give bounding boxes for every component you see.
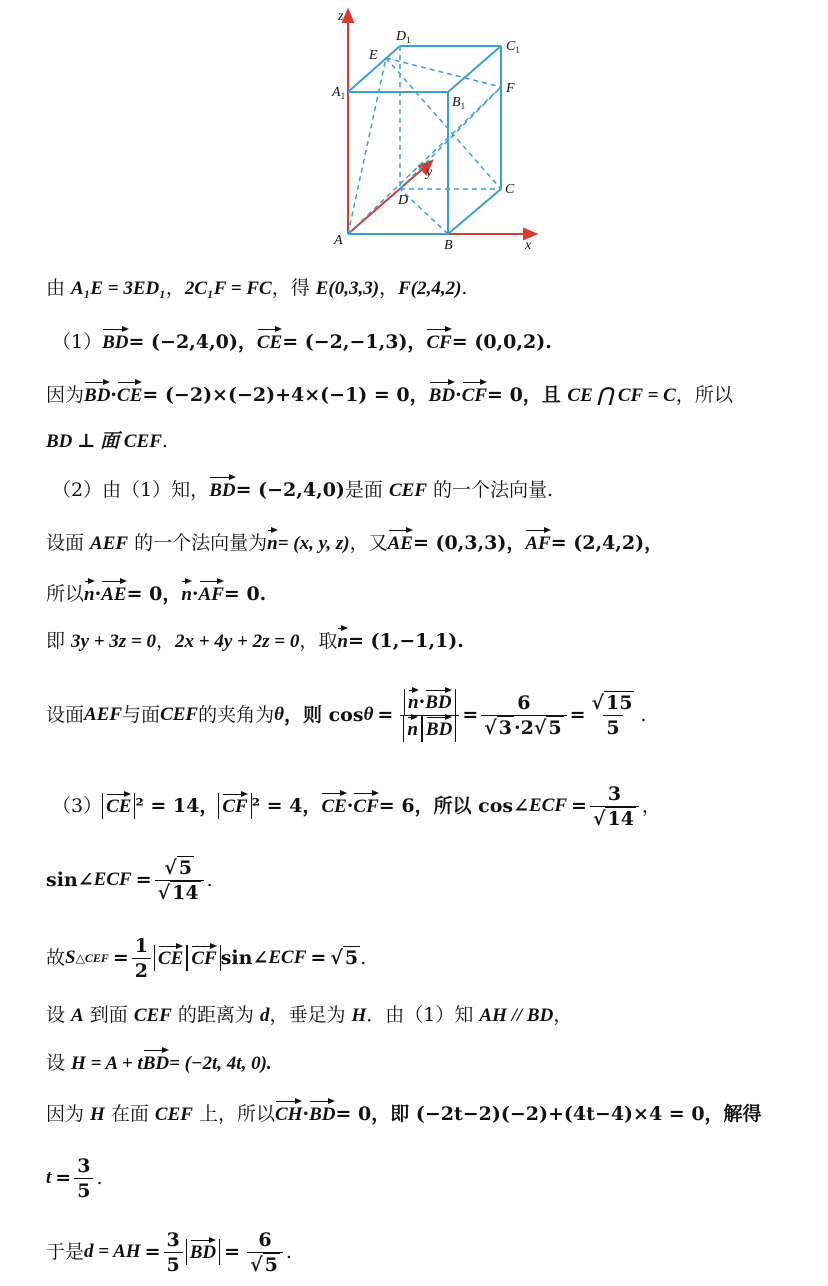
- vector-CF: CF: [426, 328, 451, 356]
- line-11: sin∠ ECF = $\frac{√ 5}{√ 14}$ .: [46, 856, 213, 904]
- line-9: 设面 AEF 与面 CEF 的夹角为 θ ，则 cos θ = $\frac{n\cdot BD}{\text{n BD}}$ = $\frac{6}{√ 3 \cdot 2√ 5}$ = $\frac{√ 15}{5}$ .: [46, 690, 647, 740]
- line-7: 所以n·AE= 0，n·AF= 0.: [46, 580, 828, 608]
- cos-fraction-3: $\frac{√ 15}{5}$: [591, 691, 633, 739]
- label-y: y: [426, 165, 433, 180]
- vector-CE: CE: [257, 328, 282, 356]
- line-16: t = $\frac{3}{5}$ .: [46, 1154, 103, 1202]
- cos-fraction-1: $\frac{n\cdot BD}{\text{n BD}}$: [400, 689, 459, 742]
- line-10: （3） CE ² = 14， CF ² = 4， CE · CF = 6，所以 cos∠ ECF = $\frac{3}{√ 14}$ ，: [52, 782, 661, 830]
- label-D1: $D_1$: [396, 29, 411, 45]
- label-F: F: [506, 81, 515, 96]
- label-C: C: [505, 182, 515, 197]
- line-17: 于是 d = AH = $\frac{3}{5}$ BD = $\frac{6}{√ 5}$ .: [46, 1228, 292, 1276]
- label-B: B: [444, 238, 453, 253]
- label-D: D: [398, 193, 409, 208]
- line-4: BD ⊥ 面 CEF.: [46, 430, 168, 452]
- y-axis: [348, 166, 426, 234]
- label-E: E: [369, 48, 378, 63]
- cuboid-figure: [320, 4, 550, 254]
- label-A: A: [334, 233, 343, 248]
- label-C1: $C_1$: [506, 39, 520, 55]
- line-6: 设面 AEF 的一个法向量为n= (x, y, z)，又AE= (0,3,3)，AF= (2,4,2)，: [46, 529, 828, 557]
- line-1: 由 A₁E = 3ED₁，2C₁F = FC，得 E(0,3,3)，F(2,4,2).: [46, 277, 468, 299]
- line-2: （1）BD= (−2,4,0)，CE= (−2,−1,3)，CF= (0,0,2).: [52, 328, 828, 356]
- label-A1: $A_1$: [332, 85, 346, 101]
- line-14: 设 H = A + tBD= (−2t, 4t, 0).: [46, 1049, 828, 1077]
- line-3: 因为BD·CE= (−2)×(−2)+4×(−1) = 0，BD·CF= 0，且 CE ⋂ CF = C，所以: [46, 381, 828, 409]
- line-5: （2）由（1）知，BD= (−2,4,0)是面 CEF 的一个法向量.: [52, 476, 828, 504]
- cube-edges: [348, 46, 501, 234]
- cos-fraction-2: $\frac{6}{√ 3 \cdot 2√ 5}$: [481, 691, 566, 740]
- z-arrow-icon: [343, 10, 353, 22]
- line-13: 设 A 到面 CEF 的距离为 d，垂足为 H．由（1）知 AH // BD，: [46, 1004, 573, 1026]
- line-8: 即 3y + 3z = 0，2x + 4y + 2z = 0，取n= (1,−1,1).: [46, 627, 828, 655]
- label-z: z: [338, 9, 344, 24]
- label-x: x: [525, 238, 532, 253]
- label-B1: $B_1$: [452, 95, 466, 111]
- vector-BD: BD: [102, 328, 128, 356]
- line-12: 故 S △CEF = $\frac{1}{2}$ CE CF sin∠ ECF = √ 5 .: [46, 934, 367, 982]
- dashed-edges: [348, 46, 501, 234]
- line-15: 因为 H 在面 CEF 上，所以CH·BD= 0，即 (−2t−2)(−2)+(4t−4)×4 = 0，解得: [46, 1100, 828, 1128]
